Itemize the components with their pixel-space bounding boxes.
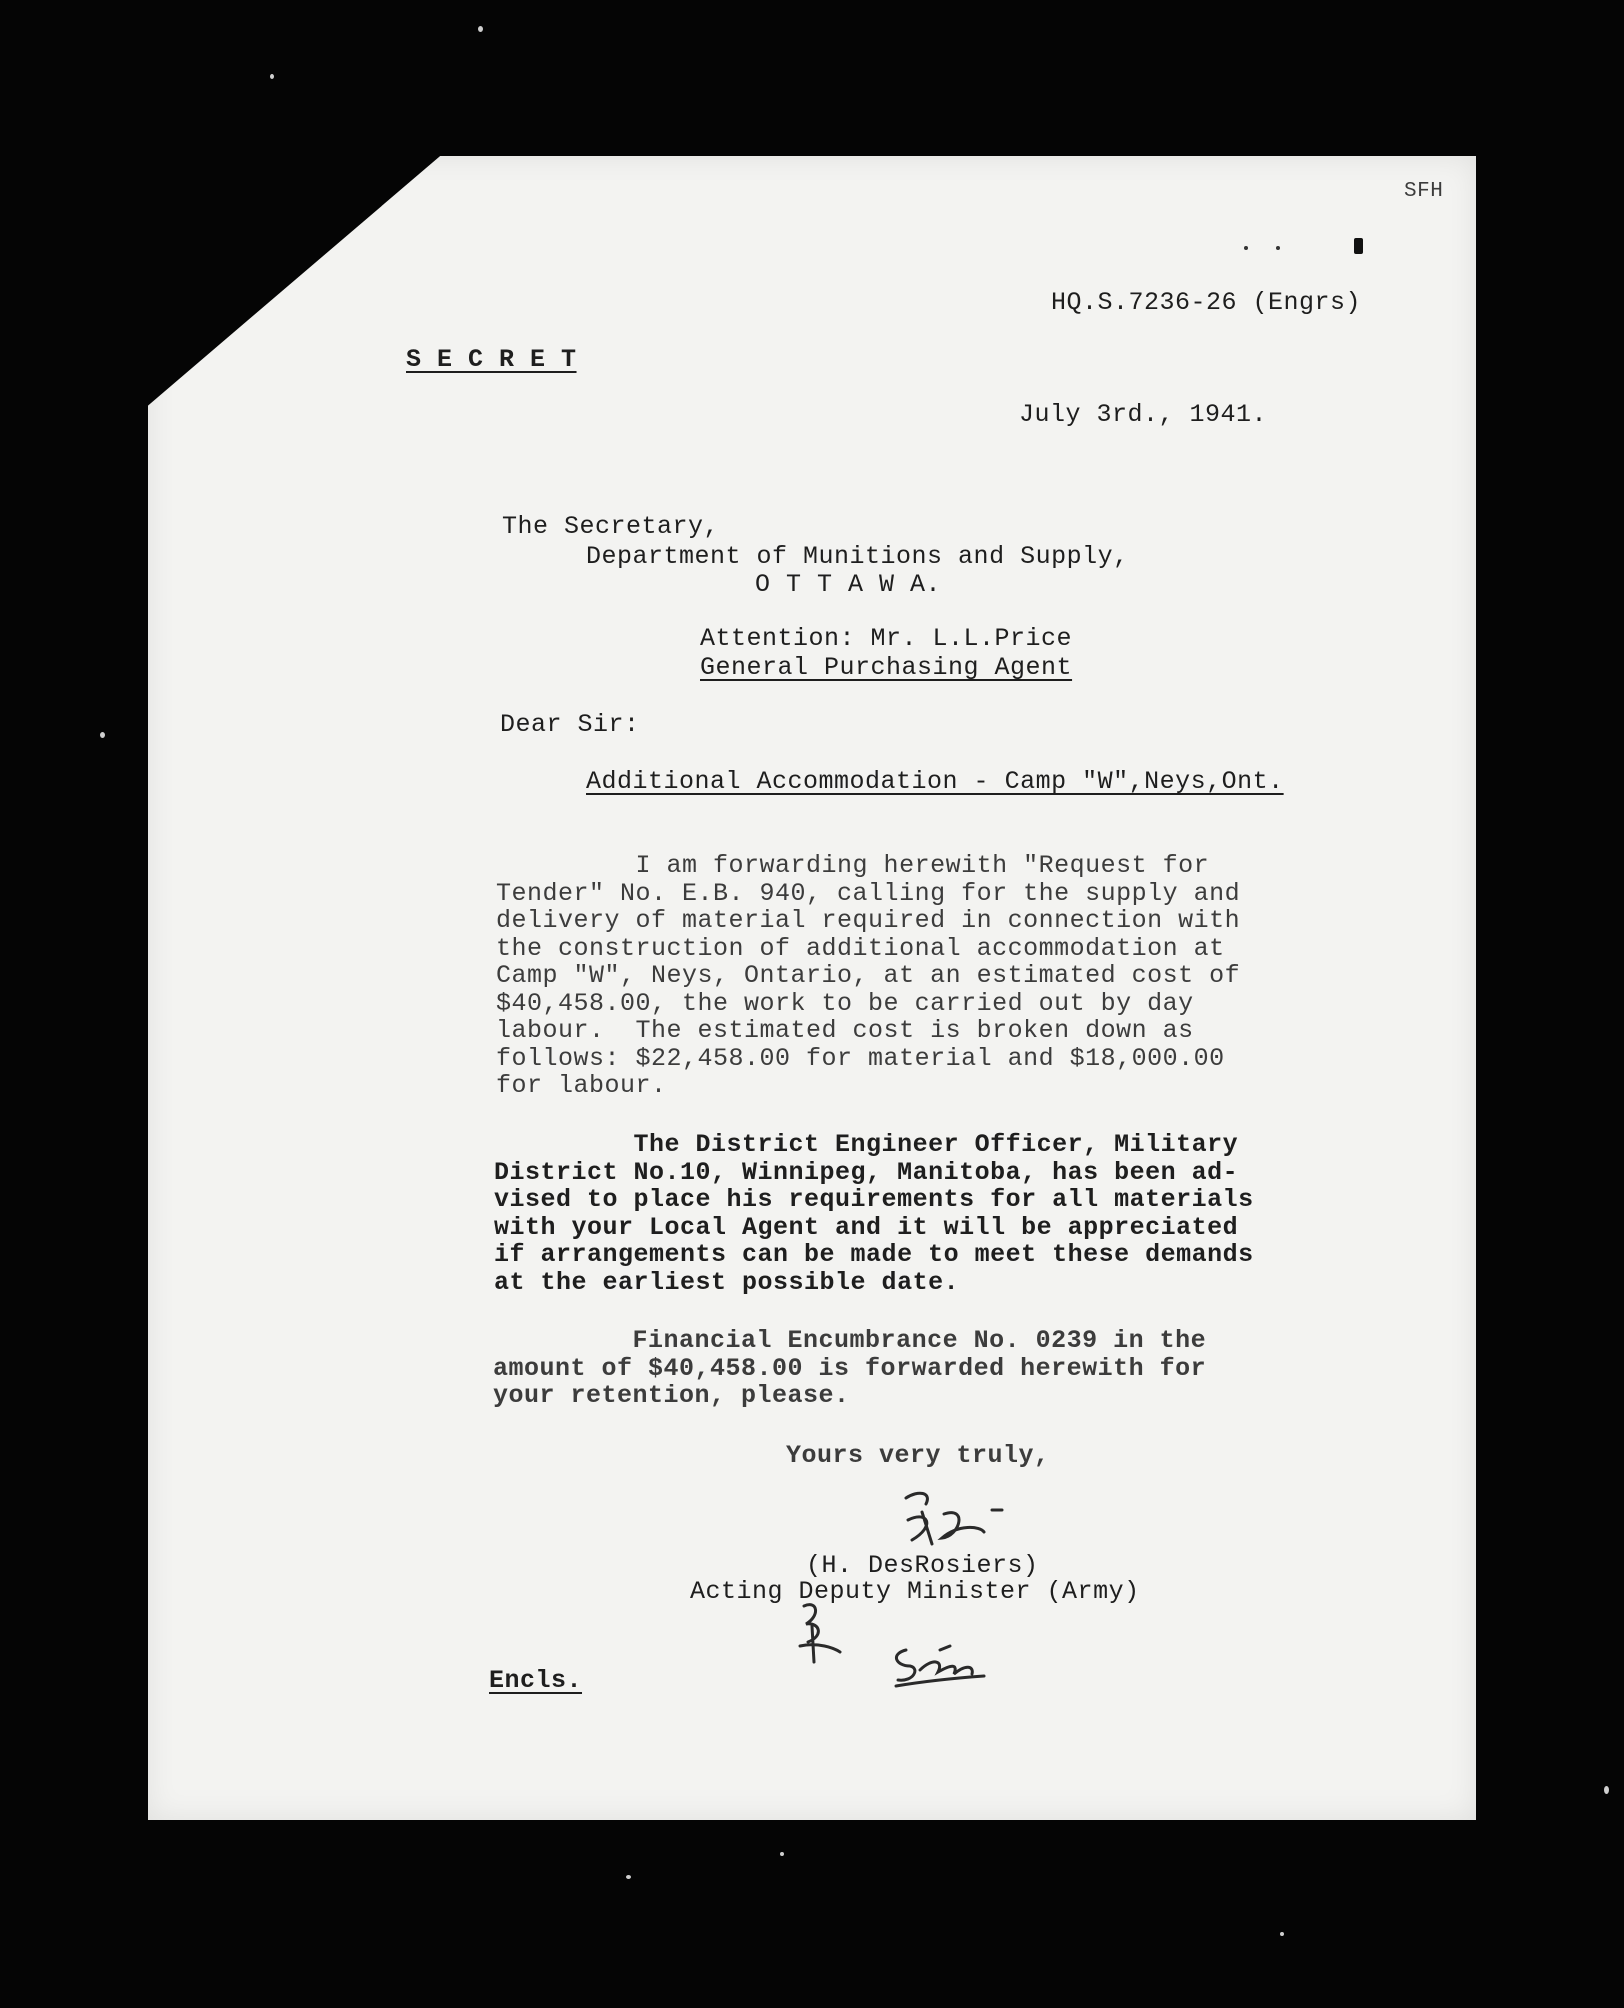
closing: Yours very truly, <box>786 1441 1050 1470</box>
handwritten-initials <box>790 1596 850 1666</box>
letter-date: July 3rd., 1941. <box>1019 400 1268 429</box>
classification: S E C R E T <box>406 345 577 374</box>
enclosures-note: Encls. <box>489 1666 583 1695</box>
handwritten-initials <box>880 1636 1000 1696</box>
recipient-city: O T T A W A. <box>755 570 942 599</box>
signatory-title: Acting Deputy Minister (Army) <box>690 1577 1140 1606</box>
attention-line: Attention: Mr. L.L.Price <box>700 624 1073 653</box>
stamp-initials: SFH <box>1404 180 1444 203</box>
signatory-name: (H. DesRosiers) <box>806 1551 1039 1580</box>
recipient-department: Department of Munitions and Supply, <box>586 542 1129 571</box>
salutation: Dear Sir: <box>500 710 640 739</box>
body-paragraph: I am forwarding herewith "Request for Tender" No. E.B. 940, calling for the supply and delivery of material required in connection with the construction of additional accommodation at Camp "W", Neys, Ontario, at an estimated cost of $40,458.00, the work to be carried out by day labour. The estimated cost is broken down as follows: $22,458.00 for material and $18,000.00 for labour. <box>496 851 1241 1100</box>
ink-mark <box>1244 246 1248 250</box>
body-paragraph: The District Engineer Officer, Military District No.10, Winnipeg, Manitoba, has been ad- vised to place his requirements for all materials with your Local Agent and it will be appreciated if arrangements can be made to meet these demands at the earliest possible date. <box>494 1130 1254 1297</box>
subject-line: Additional Accommodation - Camp "W",Neys,Ont. <box>586 767 1284 796</box>
attention-role: General Purchasing Agent <box>700 653 1073 682</box>
body-paragraph: Financial Encumbrance No. 0239 in the amount of $40,458.00 is forwarded herewith for your retention, please. <box>493 1326 1207 1410</box>
recipient-title: The Secretary, <box>502 512 720 541</box>
ink-mark <box>1276 246 1280 250</box>
file-reference: HQ.S.7236-26 (Engrs) <box>1051 288 1362 317</box>
ink-mark <box>1354 238 1363 254</box>
